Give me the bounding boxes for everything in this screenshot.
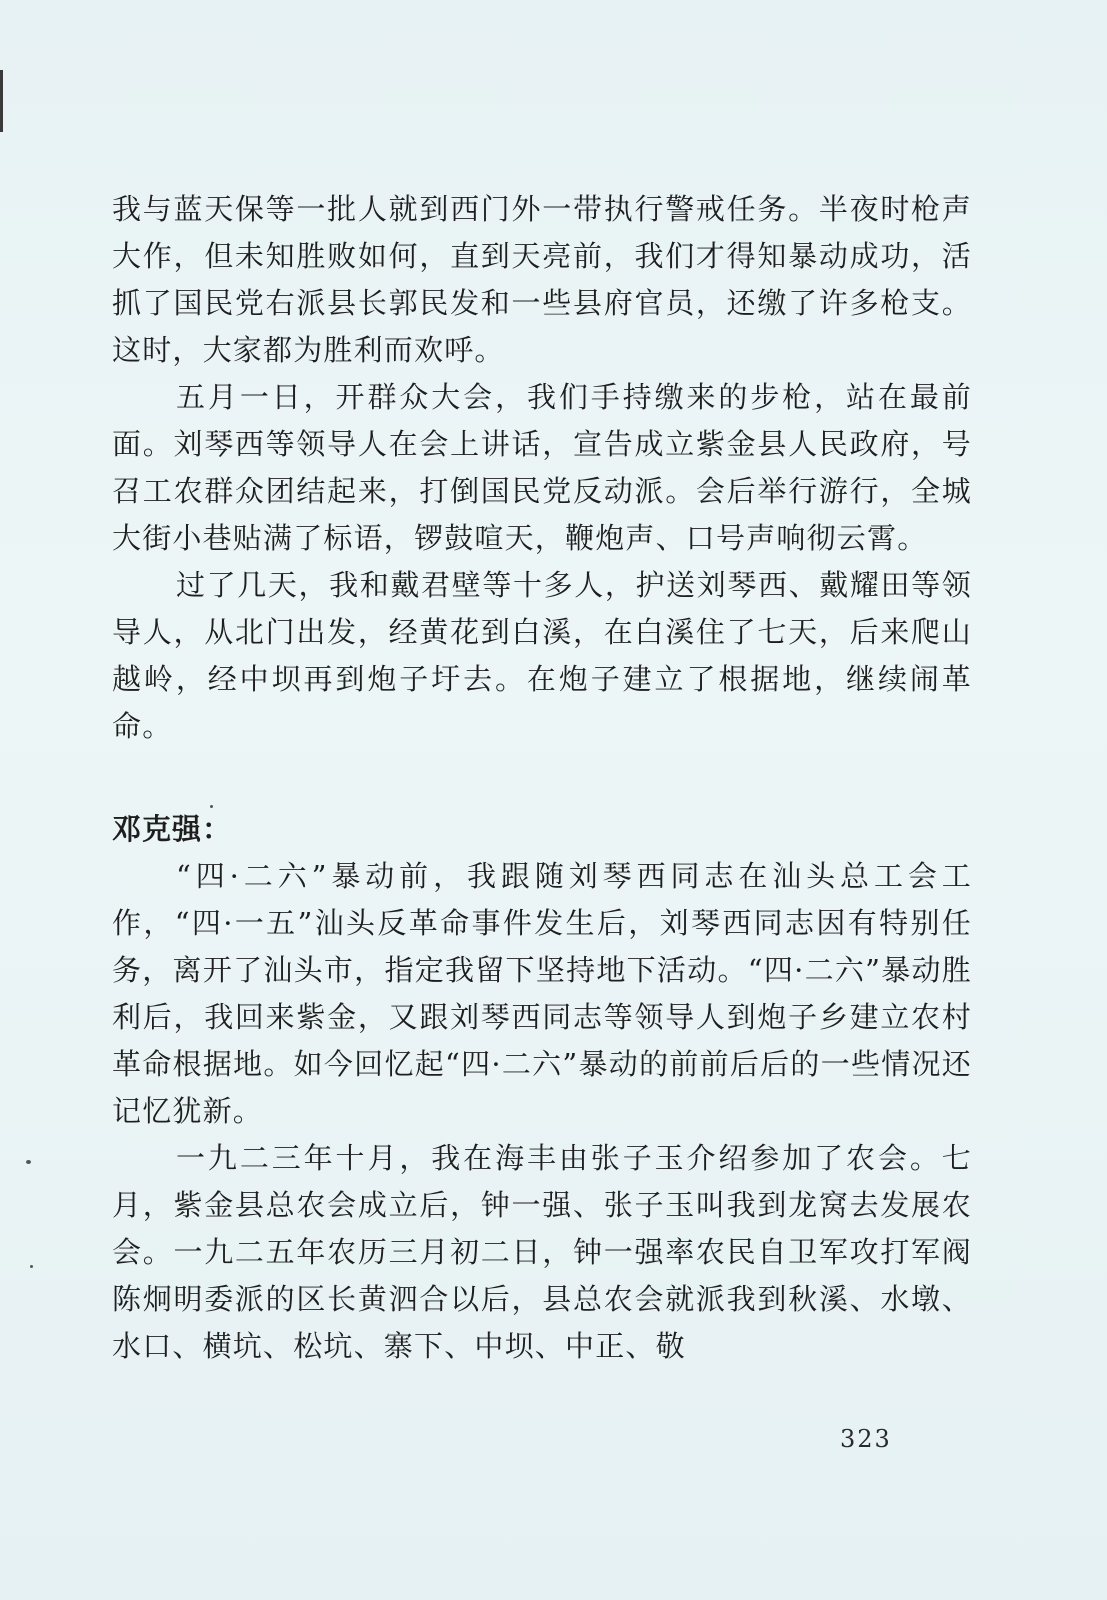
main-text-block [112,186,972,1370]
paragraph-1: 我与蓝天保等一批人就到西门外一带执行警戒任务。半夜时枪声大作，但未知胜败如何，直到天亮前，我们才得知暴动成功，活抓了国民党右派县长郭民发和一些县府官员，还缴了许多枪支。这时，大家都为胜利而欢呼。 [112,192,972,367]
paragraph-3: 过了几天，我和戴君壁等十多人，护送刘琴西、戴耀田等领导人，从北门出发，经黄花到白溪，在白溪住了七天，后来爬山越岭，经中坝再到炮子圩去。在炮子建立了根据地，继续闹革命。 [112,568,972,743]
page-number: 323 [840,1425,892,1453]
paragraph-4: “四·二六”暴动前，我跟随刘琴西同志在汕头总工会工作，“四·一五”汕头反革命事件发生后，刘琴西同志因有特别任务，离开了汕头市，指定我留下坚持地下活动。“四·二六”暴动胜利后，我回来紫金，又跟刘琴西同志等领导人到炮子乡建立农村革命根据地。如今回忆起“四·二六”暴动的前前后后的一些情况还记忆犹新。 [112,859,972,1128]
scan-speck [26,1160,31,1164]
scan-speck [210,805,213,808]
speaker-heading: 邓克强： [112,812,233,846]
paragraph-5: 一九二三年十月，我在海丰由张子玉介绍参加了农会。七月，紫金县总农会成立后，钟一强、张子玉叫我到龙窝去发展农会。一九二五年农历三月初二日，钟一强率农民自卫军攻打军阀陈炯明委派的区长黄泗合以后，县总农会就派我到秋溪、水墩、水口、横坑、松坑、寨下、中坝、中正、敬 [112,1141,972,1363]
paragraph-2: 五月一日，开群众大会，我们手持缴来的步枪，站在最前面。刘琴西等领导人在会上讲话，宣告成立紫金县人民政府，号召工农群众团结起来，打倒国民党反动派。会后举行游行，全城大街小巷贴满了标语，锣鼓喧天，鞭炮声、口号声响彻云霄。 [112,380,972,555]
scan-speck [30,1265,33,1268]
binding-edge-mark [0,70,3,132]
